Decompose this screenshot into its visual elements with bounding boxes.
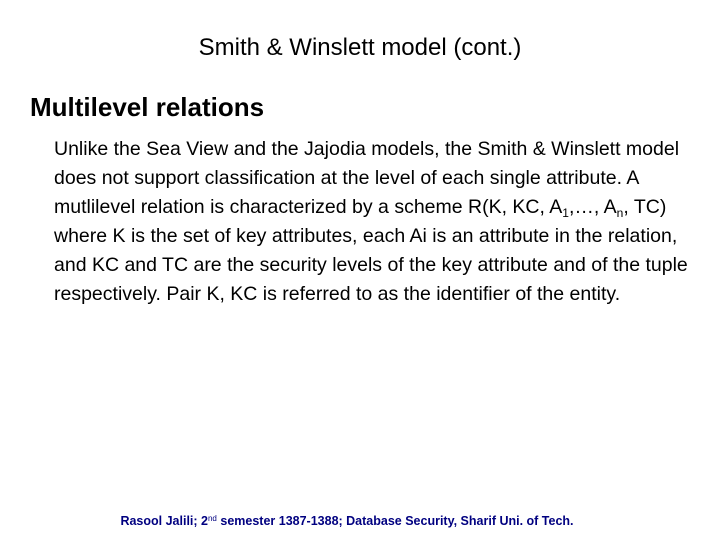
subscript-n: n bbox=[616, 206, 624, 220]
footer-ordinal-suffix: nd bbox=[207, 514, 217, 523]
slide-title: Smith & Winslett model (cont.) bbox=[198, 34, 522, 61]
footer-prefix: Rasool Jalili; 2 bbox=[120, 514, 208, 528]
body-text-part-1: Unlike the Sea View and the Jajodia models, the Smith & Winslett model does not support classification at the level of each single attribute. A mutlilevel relation is characterized by a scheme R(K, KC, A bbox=[54, 138, 680, 218]
footer-suffix: semester 1387-1388; Database Security, Sharif Uni. of Tech. bbox=[216, 514, 574, 528]
body-text-part-3: , TC) where K is the set of key attributes, each Ai is an attribute in the relation, and KC and TC are the security levels of the key attribute and of the tuple respectively. Pair K, KC is referred to as the identifier of the entity. bbox=[54, 196, 688, 305]
subscript-1: 1 bbox=[562, 206, 569, 220]
body-text-part-2: ,…, A bbox=[568, 196, 617, 218]
section-heading: Multilevel relations bbox=[30, 92, 265, 122]
slide-footer bbox=[0, 512, 694, 530]
body-paragraph bbox=[54, 135, 704, 309]
